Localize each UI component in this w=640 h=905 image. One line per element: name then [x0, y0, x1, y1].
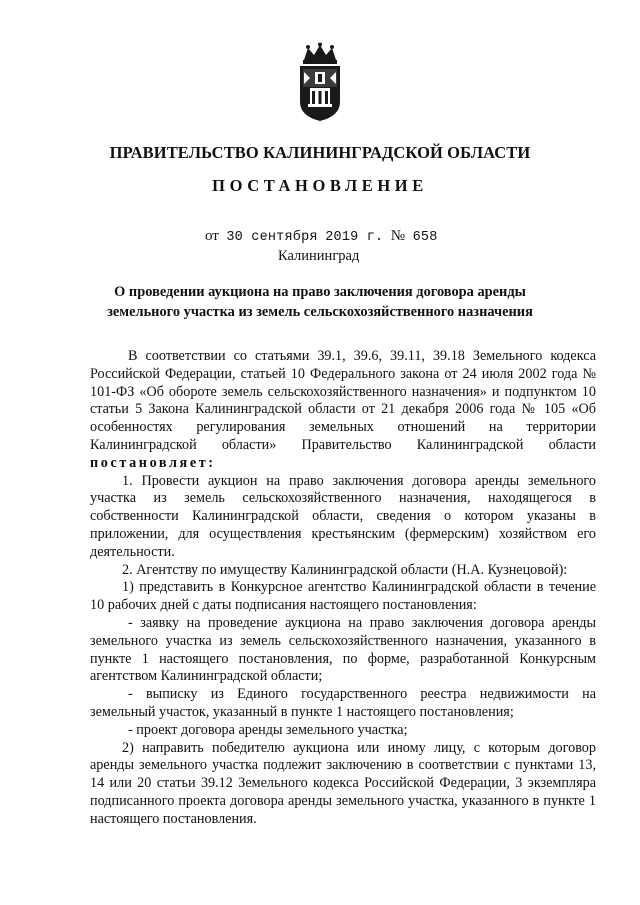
document-body [90, 348, 596, 829]
number-sign: № [390, 228, 406, 244]
dash-item-2: - выписку из Единого государственного реестра недвижимости на земельный участок, указанный в пункте 1 настоящего постановления; [90, 686, 596, 720]
document-date: 30 сентября [226, 230, 318, 245]
item-2-subitem-1: 1) представить в Конкурсное агентство Калининградской области в течение 10 рабочих дней с даты подписания настоящего постановления: [90, 579, 596, 614]
dash-item-1: - заявку на проведение аукциона на право заключения договора аренды земельного участка из земель сельскохозяйственного назначения, указанного в пункте 1 настоящего постановления, по форме, разработанной Конкурсным агентством Калининградской области; [90, 614, 596, 685]
date-prefix: от [205, 228, 219, 244]
item-2-subitem-2: 2) направить победителю аукциона или иному лицу, с которым договор аренды земельного участка подлежит заключению в соответствии с пунктами 13, 14 или 20 статьи 39.12 Земельного кодекса Российской Федерации, 3 экземпляра подписанного проекта договора аренды земельного участка, указанного в пункте 1 настоящего постановления. [90, 739, 596, 827]
preamble-text: В соответствии со статьями 39.1, 39.6, 39.11, 39.18 Земельного кодекса Российской Федерации, статьей 10 Федерального закона от 24 июля 2002 года № 101-ФЗ «Об обороте земель сельскохозяйственного назначения» и подпунктом 10 статьи 5 Закона Калининградской области от 21 декабря 2006 года № 105 «Об особенностях регулирования земельных отношений на территории Калининградской области» Правительство Калининградской области [90, 348, 596, 453]
document-subject [0, 282, 640, 322]
document-number: 658 [412, 230, 438, 245]
government-title: ПРАВИТЕЛЬСТВО КАЛИНИНГРАДСКОЙ ОБЛАСТИ [109, 143, 531, 162]
document-year: 2019 г. [325, 230, 384, 245]
city: Калининград [278, 248, 360, 264]
subject-line-2: земельного участка из земель сельскохозяйственного назначения [107, 304, 533, 320]
subject-line-1: О проведении аукциона на право заключения договора аренды [114, 284, 526, 300]
dash-item-3: - проект договора аренды земельного участка; [128, 721, 408, 738]
document-type: ПОСТАНОВЛЕНИЕ [212, 176, 428, 195]
preamble-paragraph [90, 348, 596, 473]
coat-of-arms-icon [294, 42, 346, 122]
item-1: 1. Провести аукцион на право заключения договора аренды земельного участка из земель сельскохозяйственного назначения, находящегося в собственности Калининградской области, сведения о котором указаны в приложении, для осуществления крестьянским (фермерским) хозяйством его деятельности. [90, 472, 596, 560]
item-2: 2. Агентству по имуществу Калининградской области (Н.А. Кузнецовой): [122, 561, 568, 578]
date-number-line [205, 228, 438, 245]
resolves-word: постановляет: [90, 454, 216, 471]
